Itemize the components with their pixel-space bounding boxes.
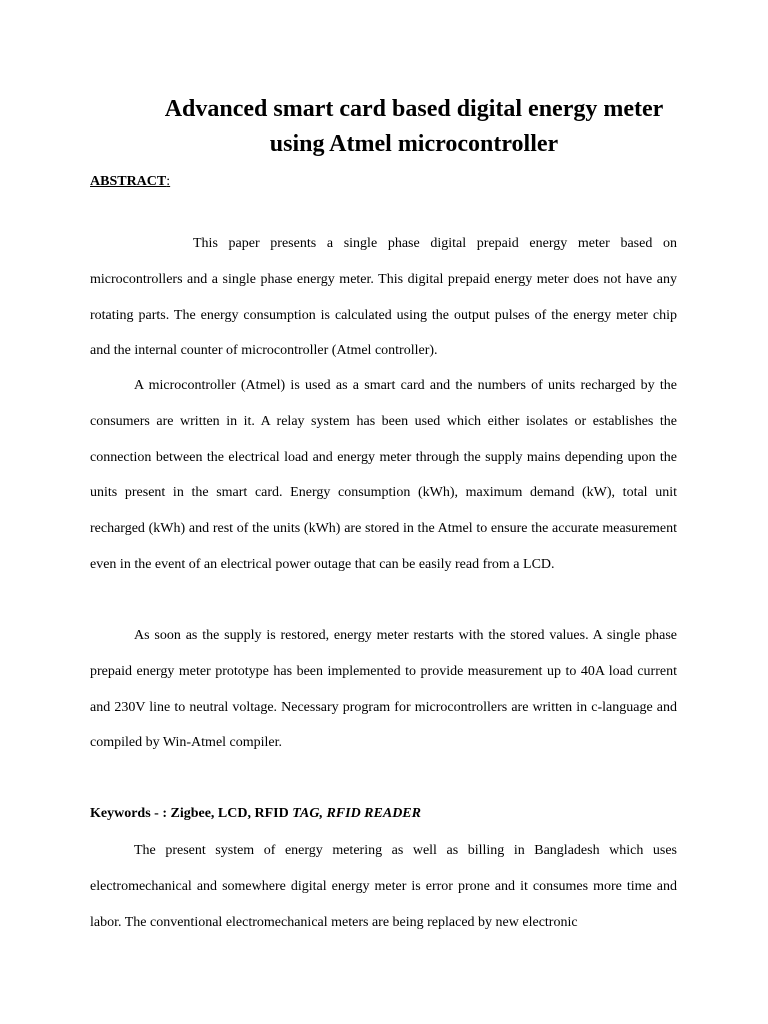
abstract-paragraph-3: As soon as the supply is restored, energy meter restarts with the stored values. A single phase prepaid energy meter prototype has been implemented to provide measurement up to 40A load current and 230V line to neutral voltage. Necessary program for microcontrollers are written in c-language and compiled by Win-Atmel compiler. (90, 628, 677, 751)
abstract-heading-text: ABSTRACT (90, 174, 167, 189)
keywords-line (90, 804, 421, 824)
abstract-paragraph-2: A microcontroller (Atmel) is used as a smart card and the numbers of units recharged by the consumers are written in it. A relay system has been used which either isolates or establishes the connection between the electrical load and energy meter through the supply mains depending upon the units present in the smart card. Energy consumption (kWh), maximum demand (kW), total unit recharged (kWh) and rest of the units (kWh) are stored in the Atmel to ensure the accurate measurement even in the event of an electrical power outage that can be easily read from a LCD. (90, 378, 677, 572)
paper-title-line-2: using Atmel microcontroller (269, 131, 559, 157)
intro-paragraph: The present system of energy metering as well as billing in Bangladesh which uses electromechanical and somewhere digital energy meter is error prone and it consumes more time and labor. The conventional electromechanical meters are being replaced by new electronic (90, 843, 677, 930)
paper-title-line-1: Advanced smart card based digital energy meter (164, 96, 664, 122)
keywords-italic: TAG, RFID READER (292, 806, 421, 821)
abstract-heading-colon: : (166, 174, 171, 189)
keywords-label: Keywords - : Zigbee, LCD, RFID (90, 806, 293, 821)
abstract-heading (90, 174, 170, 190)
abstract-paragraph-1: This paper presents a single phase digital prepaid energy meter based on microcontrollers and a single phase energy meter. This digital prepaid energy meter does not have any rotating parts. The energy consumption is calculated using the output pulses of the energy meter chip and the internal counter of microcontroller (Atmel controller). (90, 236, 677, 359)
